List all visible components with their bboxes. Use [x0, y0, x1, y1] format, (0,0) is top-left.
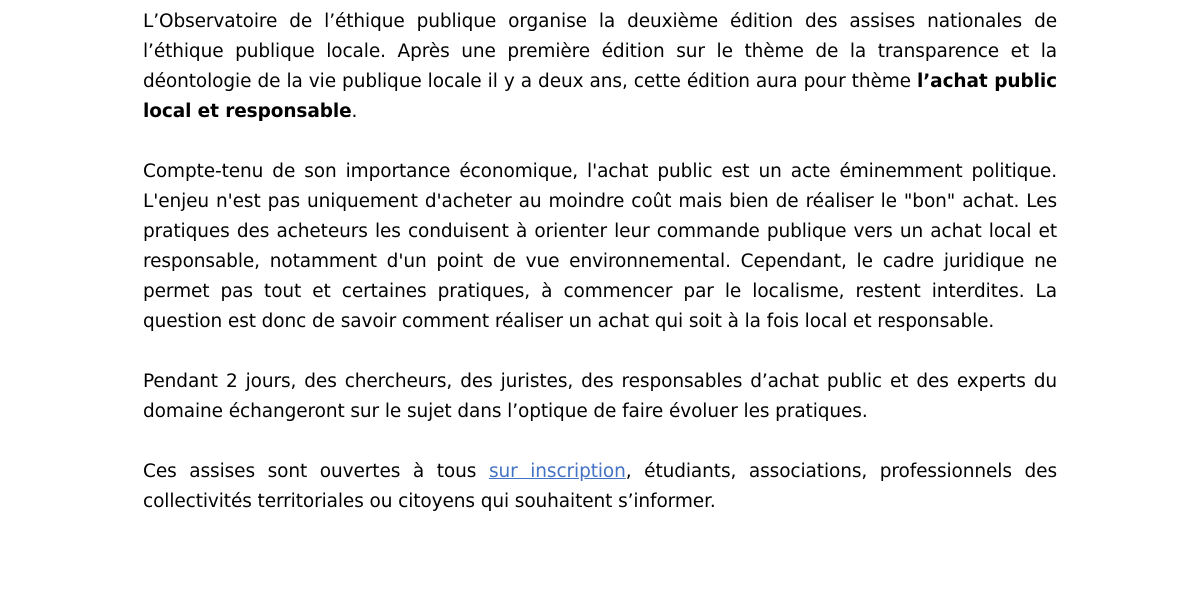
paragraph-intro-text: L’Observatoire de l’éthique publique organise la deuxième édition des assises nationales de l’éthique publique locale. Après une première édition sur le thème de la transparence et la déontologie de la vie publique locale il y a deux ans, cette édition aura pour thème: [143, 11, 1057, 92]
paragraph-registration: [143, 457, 1057, 517]
paragraph-intro-period: .: [351, 101, 358, 122]
paragraph-event-format: Pendant 2 jours, des chercheurs, des juristes, des responsables d’achat public et des experts du domaine échangeront sur le sujet dans l’optique de faire évoluer les pratiques.: [143, 371, 1057, 422]
document-page: [143, 7, 1057, 547]
paragraph-intro: [143, 7, 1057, 127]
bold-theme-phrase: l’achat public local et responsable: [143, 71, 1057, 122]
paragraph-registration-text-after: , étudiants, associations, professionnels des collectivités territoriales ou citoyens qui souhaitent s’informer.: [143, 461, 1057, 512]
paragraph-registration-text-before: Ces assises sont ouvertes à tous: [143, 461, 489, 482]
paragraph-context: Compte-tenu de son importance économique, l'achat public est un acte éminemment politique. L'enjeu n'est pas uniquement d'acheter au moindre coût mais bien de réaliser le "bon" achat. Les pratiques des acheteurs les conduisent à orienter leur commande publique vers un achat local et responsable, notamment d'un point de vue environnemental. Cependant, le cadre juridique ne permet pas tout et certaines pratiques, à commencer par le localisme, restent interdites. La question est donc de savoir comment réaliser un achat qui soit à la fois local et responsable.: [143, 161, 1057, 332]
sur-inscription-link[interactable]: sur inscription: [488, 461, 626, 482]
